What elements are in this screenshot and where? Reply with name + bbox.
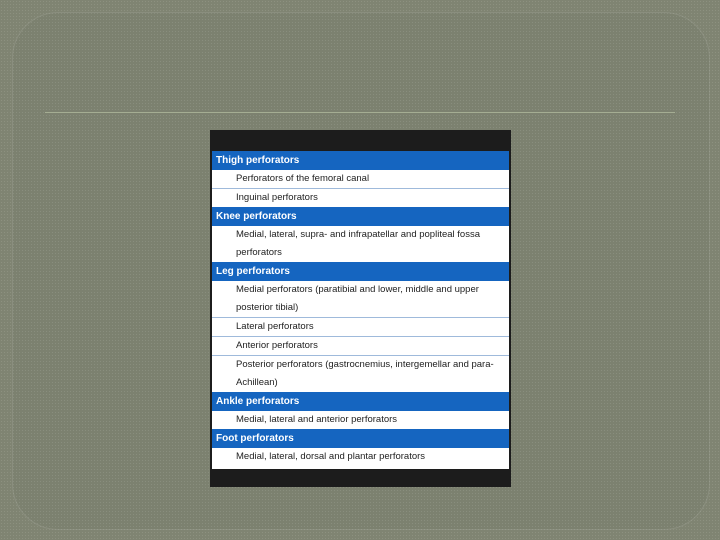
table-row: Lateral perforators xyxy=(212,318,509,337)
table-row: Perforators of the femoral canal xyxy=(212,170,509,189)
title-divider xyxy=(45,112,675,113)
table-row: Medial, lateral, dorsal and plantar perforators xyxy=(236,451,426,462)
table-row: Inguinal perforators xyxy=(236,192,318,203)
section-header-ankle: Ankle perforators xyxy=(212,392,509,411)
table-row: Medial, lateral and anterior perforators xyxy=(236,414,398,425)
table-row: Posterior perforators (gastrocnemius, intergemellar and para-Achillean) xyxy=(236,359,494,388)
section-header-foot: Foot perforators xyxy=(212,429,509,448)
table-row: Anterior perforators xyxy=(212,337,509,356)
perforators-table xyxy=(212,151,509,469)
perforators-table-image xyxy=(210,130,511,487)
table-row: Medial, lateral, supra- and infrapatellar and popliteal fossa perforators xyxy=(236,229,480,258)
table-row: Medial perforators (paratibial and lower, middle and upper posterior tibial) xyxy=(212,281,509,318)
section-header-thigh: Thigh perforators xyxy=(212,151,509,170)
section-header-knee: Knee perforators xyxy=(212,207,509,226)
section-header-leg: Leg perforators xyxy=(212,262,509,281)
